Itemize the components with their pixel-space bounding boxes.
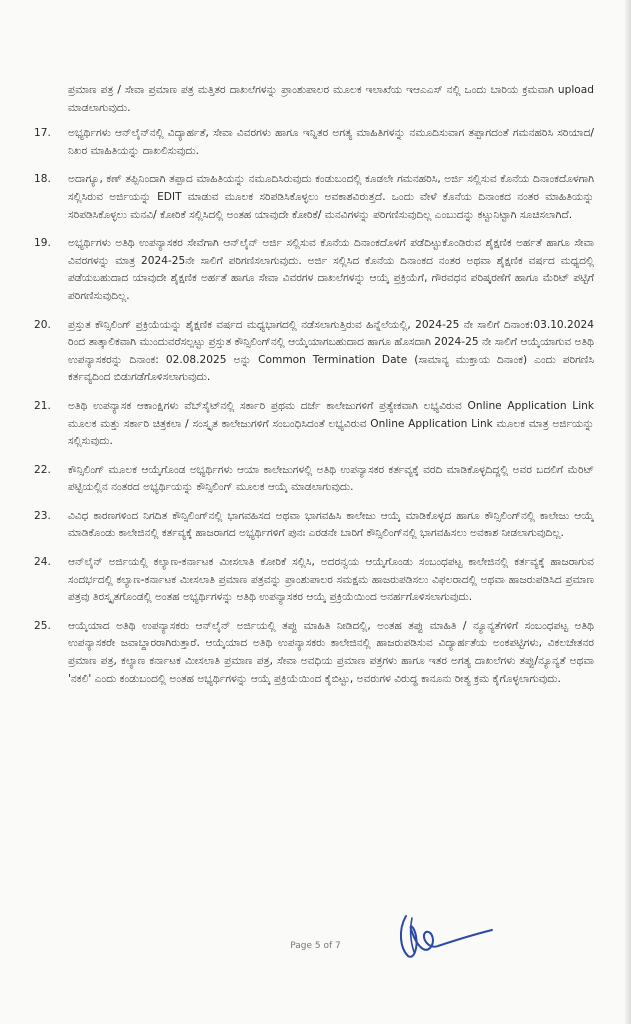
list-item-number: 18. — [34, 173, 51, 186]
list-item-number: 20. — [34, 318, 51, 331]
list-item — [34, 235, 594, 305]
list-item-text: ಆನ್‌ಲೈನ್ ಅರ್ಜಿಯಲ್ಲಿ ಕಲ್ಯಾಣ-ಕರ್ನಾಟಕ ಮೀಸಲಾತಿ ಕೋರಿಕೆ ಸಲ್ಲಿಸಿ, ಅದರನ್ವಯ ಆಯ್ಕೆಗೊಂಡು ಸಂಬಂಧಪಟ್ಟ ಕಾಲೇಜಿನಲ್ಲಿ ಕರ್ತವ್ಯಕ್ಕೆ ಹಾಜರಾಗುವ ಸಂದರ್ಭದಲ್ಲಿ ಕಲ್ಯಾಣ-ಕರ್ನಾಟಕ ಮೀಸಲಾತಿ ಪ್ರಮಾಣ ಪತ್ರವನ್ನು ಪ್ರಾಂಶುಪಾಲರ ಸಮಕ್ಷಮ ಹಾಜರುಪಡಿಸಲು ವಿಫಲರಾದಲ್ಲಿ ಅಥವಾ ಹಾಜರುಪಡಿಸಿದ ಪ್ರಮಾಣ ಪತ್ರವು ತಿರಸ್ಕೃತಗೊಂಡಲ್ಲಿ ಅಂತಹ ಅಭ್ಯರ್ಥಿಗಳನ್ನು ಅತಿಥಿ ಉಪನ್ಯಾಸಕರ ಆಯ್ಕೆ ಪ್ರಕ್ರಿಯೆಯಿಂದ ಅನರ್ಹಗೊಳಿಸಲಾಗುವುದು. — [68, 556, 594, 604]
list-item-text: ಆಯ್ಕೆಯಾದ ಅತಿಥಿ ಉಪನ್ಯಾಸಕರು ಆನ್‌ಲೈನ್ ಅರ್ಜಿಯಲ್ಲಿ ತಪ್ಪು ಮಾಹಿತಿ ನೀಡಿದಲ್ಲಿ, ಅಂತಹ ತಪ್ಪು ಮಾಹಿತಿ / ನ್ಯೂನ್ಯತೆಗಳಿಗೆ ಸಂಬಂಧಪಟ್ಟ ಅತಿಥಿ ಉಪನ್ಯಾಸಕರೇ ಜವಾಬ್ದಾರರಾಗಿರುತ್ತಾರೆ. ಆಯ್ಕೆಯಾದ ಅತಿಥಿ ಉಪನ್ಯಾಸಕರು ಕಾಲೇಜಿನಲ್ಲಿ ಹಾಜರುಪಡಿಸುವ ವಿದ್ಯಾರ್ಹತೆಯ ಅಂಕಪಟ್ಟಿಗಳು, ವಿಕಲಚೇತನರ ಪ್ರಮಾಣ ಪತ್ರ, ಕಲ್ಯಾಣ ಕರ್ನಾಟಕ ಮೀಸಲಾತಿ ಪ್ರಮಾಣ ಪತ್ರ, ಸೇವಾ ಅವಧಿಯ ಪ್ರಮಾಣ ಪತ್ರಗಳು ಹಾಗೂ ಇತರ ಅಗತ್ಯ ದಾಖಲೆಗಳು ತಪ್ಪು/ನ್ಯೂನ್ಯತೆ ಅಥವಾ 'ನಕಲಿ' ಎಂದು ಕಂಡುಬಂದಲ್ಲಿ ಅಂತಹ ಅಭ್ಯರ್ಥಿಗಳನ್ನು ಆಯ್ಕೆ ಪ್ರಕ್ರಿಯೆಯಿಂದ ಕೈಬಿಟ್ಟು, ಅವರುಗಳ ವಿರುದ್ಧ ಕಾನೂನು ರೀತ್ಯ ಕ್ರಮ ಕೈಗೊಳ್ಳಲಾಗುವುದು. — [68, 619, 594, 685]
list-item-text: ಪ್ರಸ್ತುತ ಕೌನ್ಸಿಲಿಂಗ್ ಪ್ರಕ್ರಿಯೆಯನ್ನು ಶೈಕ್ಷಣಿಕ ವರ್ಷದ ಮಧ್ಯಭಾಗದಲ್ಲಿ ನಡೆಸಲಾಗುತ್ತಿರುವ ಹಿನ್ನೆಲೆಯಲ್ಲಿ, 2024-25 ನೇ ಸಾಲಿಗೆ ದಿನಾಂಕ:03.10.2024 ರಿಂದ ತಾತ್ಕಾಲಿಕವಾಗಿ ಮುಂದುವರೆಸಲ್ಪಟ್ಟು ಪ್ರಸ್ತುತ ಕೌನ್ಸಿಲಿಂಗ್‌ನಲ್ಲಿ ಆಯ್ಕೆಯಾಗಬಹುದಾದ ಹಾಗೂ ಹೊಸದಾಗಿ 2024-25 ನೇ ಸಾಲಿಗೆ ಆಯ್ಕೆಯಾಗುವ ಅತಿಥಿ ಉಪನ್ಯಾಸಕರನ್ನು ದಿನಾಂಕ: 02.08.2025 ಅನ್ನು Common Termination Date (ಸಾಮಾನ್ಯ ಮುಕ್ತಾಯ ದಿನಾಂಕ) ಎಂದು ಪರಿಗಣಿಸಿ ಕರ್ತವ್ಯದಿಂದ ಬಿಡುಗಡೆಗೊಳಿಸಲಾಗುವುದು. — [68, 318, 594, 384]
list-item — [34, 508, 594, 543]
list-item — [34, 554, 594, 607]
list-item-text: ಅಭ್ಯರ್ಥಿಗಳು ಆನ್‌ಲೈನ್‌ನಲ್ಲಿ ವಿದ್ಯಾರ್ಹತೆ, ಸೇವಾ ವಿವರಗಳು ಹಾಗೂ ಇನ್ನಿತರ ಅಗತ್ಯ ಮಾಹಿತಿಗಳನ್ನು ನಮೂದಿಸುವಾಗ ತಪ್ಪಾಗದಂತೆ ಗಮನಹರಿಸಿ ಸರಿಯಾದ/ ನಿಖರ ಮಾಹಿತಿಯನ್ನು ದಾಖಲಿಸುವುದು. — [68, 127, 594, 157]
page-footer: Page 5 of 7 — [290, 941, 341, 951]
list-item-number: 21. — [34, 399, 51, 412]
list-item-number: 25. — [34, 619, 51, 632]
intro-paragraph: ಪ್ರಮಾಣ ಪತ್ರ / ಸೇವಾ ಪ್ರಮಾಣ ಪತ್ರ ಮತ್ತಿತರ ದಾಖಲೆಗಳನ್ನು ಪ್ರಾಂಶುಪಾಲರ ಮೂಲಕ ಇಲಾಖೆಯ ಇಆಎಎಸ್ ನಲ್ಲಿ ಒಂದು ಬಾರಿಯ ಕ್ರಮವಾಗಿ upload ಮಾಡಲಾಗುವುದು. — [68, 84, 594, 114]
list-item — [34, 398, 594, 451]
page-edge-shadow — [625, 0, 631, 1024]
list-item-number: 19. — [34, 237, 51, 250]
list-item-number: 24. — [34, 556, 51, 569]
document-body — [34, 82, 594, 699]
list-item — [34, 125, 594, 160]
list-item-text: ವಿವಿಧ ಕಾರಣಗಳಿಂದ ನಿಗದಿತ ಕೌನ್ಸಿಲಿಂಗ್‌ನಲ್ಲಿ ಭಾಗವಹಿಸದ ಅಥವಾ ಭಾಗವಹಿಸಿ ಕಾಲೇಜು ಆಯ್ಕೆ ಮಾಡಿಕೊಳ್ಳದ ಹಾಗೂ ಕೌನ್ಸಿಲಿಂಗ್‌ನಲ್ಲಿ ಕಾಲೇಜು ಆಯ್ಕೆ ಮಾಡಿಕೊಂಡು ಕಾಲೇಜಿನಲ್ಲಿ ಕರ್ತವ್ಯಕ್ಕೆ ಹಾಜರಾಗದ ಅಭ್ಯರ್ಥಿಗಳಿಗೆ ಪುನಃ ಎರಡನೇ ಬಾರಿಗೆ ಕೌನ್ಸಿಲಿಂಗ್‌ನಲ್ಲಿ ಭಾಗವಹಿಸಲು ಅವಕಾಶ ನೀಡಲಾಗುವುದಿಲ್ಲ. — [68, 509, 594, 540]
list-item-number: 23. — [34, 509, 51, 522]
list-item — [34, 618, 594, 688]
list-item — [34, 171, 594, 224]
list-item-text: ಅತಿಥಿ ಉಪನ್ಯಾಸಕ ಆಕಾಂಕ್ಷಿಗಳು ವೆಬ್‌ಸೈಟ್‌ನಲ್ಲಿ ಸರ್ಕಾರಿ ಪ್ರಥಮ ದರ್ಜೆ ಕಾಲೇಜುಗಳಿಗೆ ಪ್ರತ್ಯೇಕವಾಗಿ ಲಭ್ಯವಿರುವ Online Application Link ಮೂಲಕ ಮತ್ತು ಸರ್ಕಾರಿ ಚಿತ್ರಕಲಾ / ಸಂಸ್ಕೃತ ಕಾಲೇಜುಗಳಿಗೆ ಸಂಬಂಧಿಸಿದಂತೆ ಲಭ್ಯವಿರುವ Online Application Link ಮೂಲಕ ಮಾತ್ರ ಅರ್ಜಿಯನ್ನು ಸಲ್ಲಿಸುವುದು. — [68, 399, 594, 448]
list-item-text: ಅಭ್ಯರ್ಥಿಗಳು ಅತಿಥಿ ಉಪನ್ಯಾಸಕರ ಸೇವೆಗಾಗಿ ಆನ್‌ಲೈನ್ ಅರ್ಜಿ ಸಲ್ಲಿಸುವ ಕೊನೆಯ ದಿನಾಂಕದೊಳಗೆ ಪಡೆದಿಟ್ಟುಕೊಂಡಿರುವ ಶೈಕ್ಷಣಿಕ ಅರ್ಹತೆ ಹಾಗೂ ಸೇವಾ ವಿವರಗಳನ್ನು ಮಾತ್ರ 2024-25ನೇ ಸಾಲಿಗೆ ಪರಿಗಣಿಸಲಾಗುವುದು. ಅರ್ಜಿ ಸಲ್ಲಿಸಿದ ಕೊನೆಯ ದಿನಾಂಕದ ನಂತರ ಅಥವಾ ಶೈಕ್ಷಣಿಕ ವರ್ಷದ ಮಧ್ಯದಲ್ಲಿ ಪಡೆಯಬಹುದಾದ ಯಾವುದೇ ಶೈಕ್ಷಣಿಕ ಅರ್ಹತೆ ಹಾಗೂ ಸೇವಾ ವಿವರಗಳ ದಾಖಲೆಗಳನ್ನು ಆಯ್ಕೆ ಪ್ರಕ್ರಿಯೆಗೆ, ಗೌರವಧನ ಪರಿಷ್ಕರಣೆಗೆ ಹಾಗೂ ಮೆರಿಟ್ ಪಟ್ಟಿಗೆ ಪರಿಗಣಿಸುವುದಿಲ್ಲ. — [68, 237, 594, 302]
list-item — [34, 462, 594, 497]
list-item-number: 17. — [34, 127, 51, 140]
list-item — [34, 317, 594, 387]
numbered-list — [34, 125, 594, 688]
list-item-text: ಅದಾಗ್ಯೂ, ಕಣ್ ತಪ್ಪಿನಿಂದಾಗಿ ತಪ್ಪಾದ ಮಾಹಿತಿಯನ್ನು ನಮೂದಿಸಿರುವುದು ಕಂಡುಬಂದಲ್ಲಿ ಕೂಡಲೇ ಗಮನಹರಿಸಿ, ಅರ್ಜಿ ಸಲ್ಲಿಸುವ ಕೊನೆಯ ದಿನಾಂಕದೊಳಗಾಗಿ ಸಲ್ಲಿಸಿರುವ ಅರ್ಜಿಯನ್ನು EDIT ಮಾಡುವ ಮೂಲಕ ಸರಿಪಡಿಸಿಕೊಳ್ಳಲು ಅವಕಾಶವಿರುತ್ತದೆ. ಒಂದು ವೇಳೆ ಕೊನೆಯ ದಿನಾಂಕದ ನಂತರ ಮಾಹಿತಿಯನ್ನು ಸರಿಪಡಿಸಿಕೊಳ್ಳಲು ಮನವಿ/ ಕೋರಿಕೆ ಸಲ್ಲಿಸಿದಲ್ಲಿ ಅಂತಹ ಯಾವುದೇ ಕೋರಿಕೆ/ ಮನವಿಗಳನ್ನು ಪರಿಗಣಿಸುವುದಿಲ್ಲ ಎಂಬುದನ್ನು ಕಟ್ಟುನಿಟ್ಟಾಗಿ ಸೂಚಿಸಲಾಗಿದೆ. — [68, 173, 594, 221]
handwritten-signature-icon — [388, 908, 498, 964]
list-item-number: 22. — [34, 463, 51, 476]
list-item-text: ಕೌನ್ಸಿಲಿಂಗ್ ಮೂಲಕ ಆಯ್ಕೆಗೊಂಡ ಅಭ್ಯರ್ಥಿಗಳು ಆಯಾ ಕಾಲೇಜುಗಳಲ್ಲಿ ಅತಿಥಿ ಉಪನ್ಯಾಸಕರ ಕರ್ತವ್ಯಕ್ಕೆ ವರದಿ ಮಾಡಿಕೊಳ್ಳದಿದ್ದಲ್ಲಿ ಅವರ ಬದಲಿಗೆ ಮೆರಿಟ್ ಪಟ್ಟಿಯಲ್ಲಿನ ನಂತರದ ಅಭ್ಯರ್ಥಿಯನ್ನು ಕೌನ್ಸಿಲಿಂಗ್ ಮೂಲಕ ಆಯ್ಕೆ ಮಾಡಲಾಗುವುದು. — [68, 463, 594, 494]
